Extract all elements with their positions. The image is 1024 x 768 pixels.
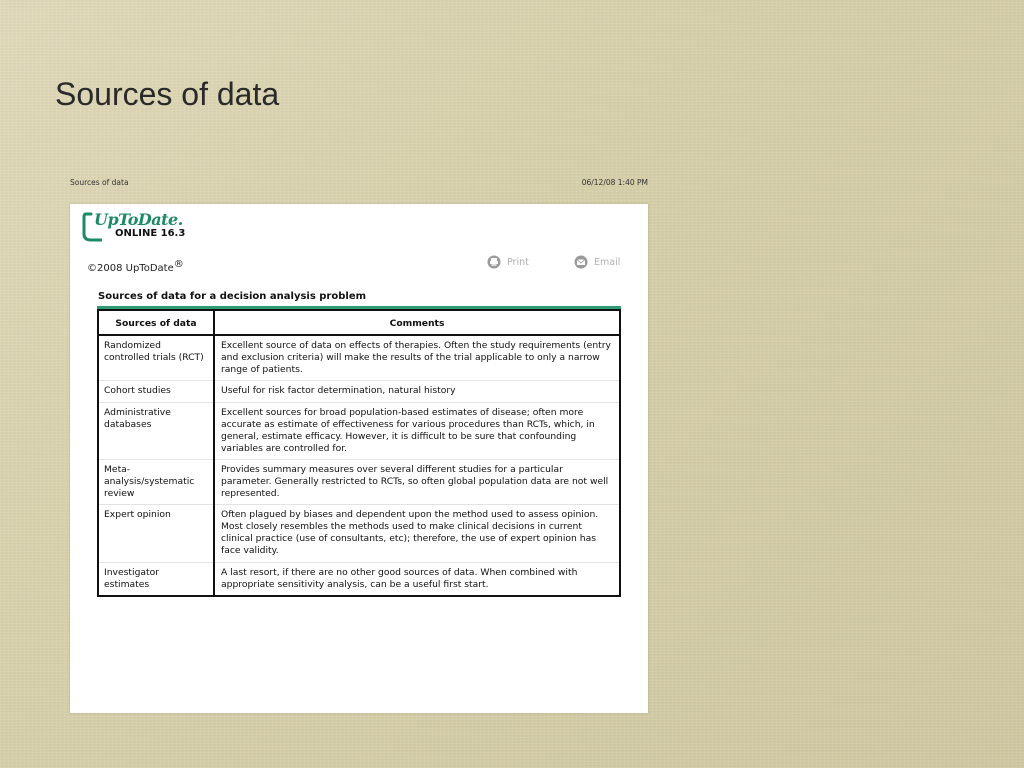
table-row <box>98 562 620 596</box>
table-row <box>98 459 620 504</box>
document-header-title: Sources of data <box>70 178 129 187</box>
copyright-notice <box>87 259 184 274</box>
table-row <box>98 381 620 402</box>
row-comment: A last resort, if there are no other good sources of data. When combined with appropriate sensitivity analysis, can be a useful first start. <box>214 562 620 596</box>
column-header-sources: Sources of data <box>98 310 214 335</box>
row-comment: Excellent sources for broad population-based estimates of disease; often more accurate as estimate of effectiveness for various procedures than RCTs, which, in general, estimate efficacy. However, it is difficult to be sure that confounding variables are controlled for. <box>214 402 620 459</box>
row-source: Administrative databases <box>98 402 214 459</box>
table-row <box>98 335 620 381</box>
row-source: Randomized controlled trials (RCT) <box>98 335 214 381</box>
document-header-timestamp: 06/12/08 1:40 PM <box>581 178 648 187</box>
row-source: Cohort studies <box>98 381 214 402</box>
row-comment: Useful for risk factor determination, natural history <box>214 381 620 402</box>
uptodate-logo <box>82 210 202 244</box>
document-page <box>70 204 648 713</box>
email-button[interactable] <box>574 255 620 269</box>
row-source: Investigator estimates <box>98 562 214 596</box>
sources-table <box>97 309 621 597</box>
table-caption: Sources of data for a decision analysis problem <box>98 291 367 302</box>
slide-title: Sources of data <box>55 76 280 112</box>
email-label: Email <box>594 256 621 268</box>
row-comment: Provides summary measures over several different studies for a particular parameter. Generally restricted to RCTs, so often global population data are not well represented. <box>214 459 620 504</box>
print-label: Print <box>507 256 529 268</box>
document-header <box>70 178 648 190</box>
registered-mark: ® <box>173 259 184 270</box>
row-source: Expert opinion <box>98 505 214 562</box>
table-row <box>98 402 620 459</box>
row-comment: Often plagued by biases and dependent upon the method used to assess opinion. Most closely resembles the methods used to make clinical decisions in current clinical practice (use of consultants, etc); therefore, the use of expert opinion has face validity. <box>214 505 620 562</box>
print-button[interactable] <box>487 255 529 269</box>
logo-name: UpToDate. <box>94 210 183 229</box>
copyright-text: ©2008 UpToDate <box>87 263 174 274</box>
printer-icon <box>487 255 501 269</box>
table-container <box>97 306 621 600</box>
envelope-icon <box>574 255 588 269</box>
table-row <box>98 505 620 562</box>
logo-version: ONLINE 16.3 <box>115 228 186 239</box>
table-header-row <box>98 310 620 335</box>
column-header-comments: Comments <box>214 310 620 335</box>
row-comment: Excellent source of data on effects of therapies. Often the study requirements (entry and exclusion criteria) will make the results of the trial applicable to only a narrow range of patients. <box>214 335 620 381</box>
row-source: Meta-analysis/systematic review <box>98 459 214 504</box>
